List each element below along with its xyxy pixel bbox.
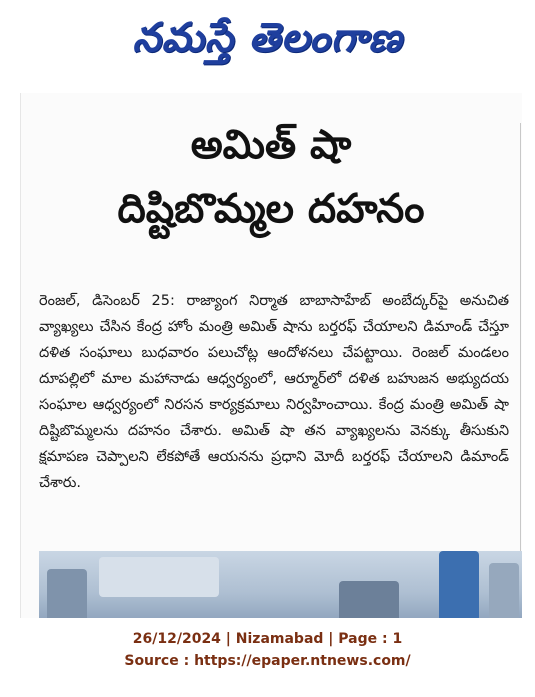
newspaper-logo: నమస్తే తెలంగాణ	[132, 13, 403, 61]
photo-figure-left	[47, 569, 87, 618]
article-clipping	[20, 93, 522, 618]
headline-line-2: దిష్టిబొమ్మల దహనం	[117, 186, 425, 232]
photo-blue-flag	[439, 551, 479, 618]
footer-date-edition: 26/12/2024 | Nizamabad | Page : 1	[132, 631, 403, 647]
clipping-footer	[0, 628, 535, 672]
article-headline	[21, 113, 521, 241]
masthead	[0, 6, 535, 78]
article-body: రెంజల్, డిసెంబర్ 25: రాజ్యాంగ నిర్మాత బాబాసాహేబ్ అంబేద్కర్‌పై అనుచిత వ్యాఖ్యలు చేసిన కేంద్ర హోం మంత్రి అమిత్ షాను బర్తరఫ్ చేయాలని డిమాండ్ చేస్తూ దళిత సంఘాలు బుధవారం పలుచోట్ల ఆందోళనలు చేపట్టాయి. రెంజల్ మండలం దూపల్లిలో మాల మహానాడు ఆధ్వర్యంలో, ఆర్మూర్‌లో దళిత బహుజన అభ్యుదయ సంఘాల ఆధ్వర్యంలో నిరసన కార్యక్రమాలు నిర్వహించాయి. కేంద్ర మంత్రి అమిత్ షా దిష్టిబొమ్మలను దహనం చేశారు. అమిత్ షా తన వ్యాఖ్యలను వెనక్కు తీసుకుని క్షమాపణ చెప్పాలని లేకపోతే ఆయనను ప్రధాని మోదీ బర్తరఫ్ చేయాలని డిమాండ్ చేశారు.	[39, 293, 509, 491]
photo-figure-right	[489, 563, 519, 618]
headline-line-1: అమిత్ షా	[190, 122, 352, 168]
photo-figure-center	[339, 581, 399, 618]
footer-source: Source : https://epaper.ntnews.com/	[124, 653, 411, 669]
article-photo	[39, 551, 522, 618]
photo-sky-patch	[99, 557, 219, 597]
